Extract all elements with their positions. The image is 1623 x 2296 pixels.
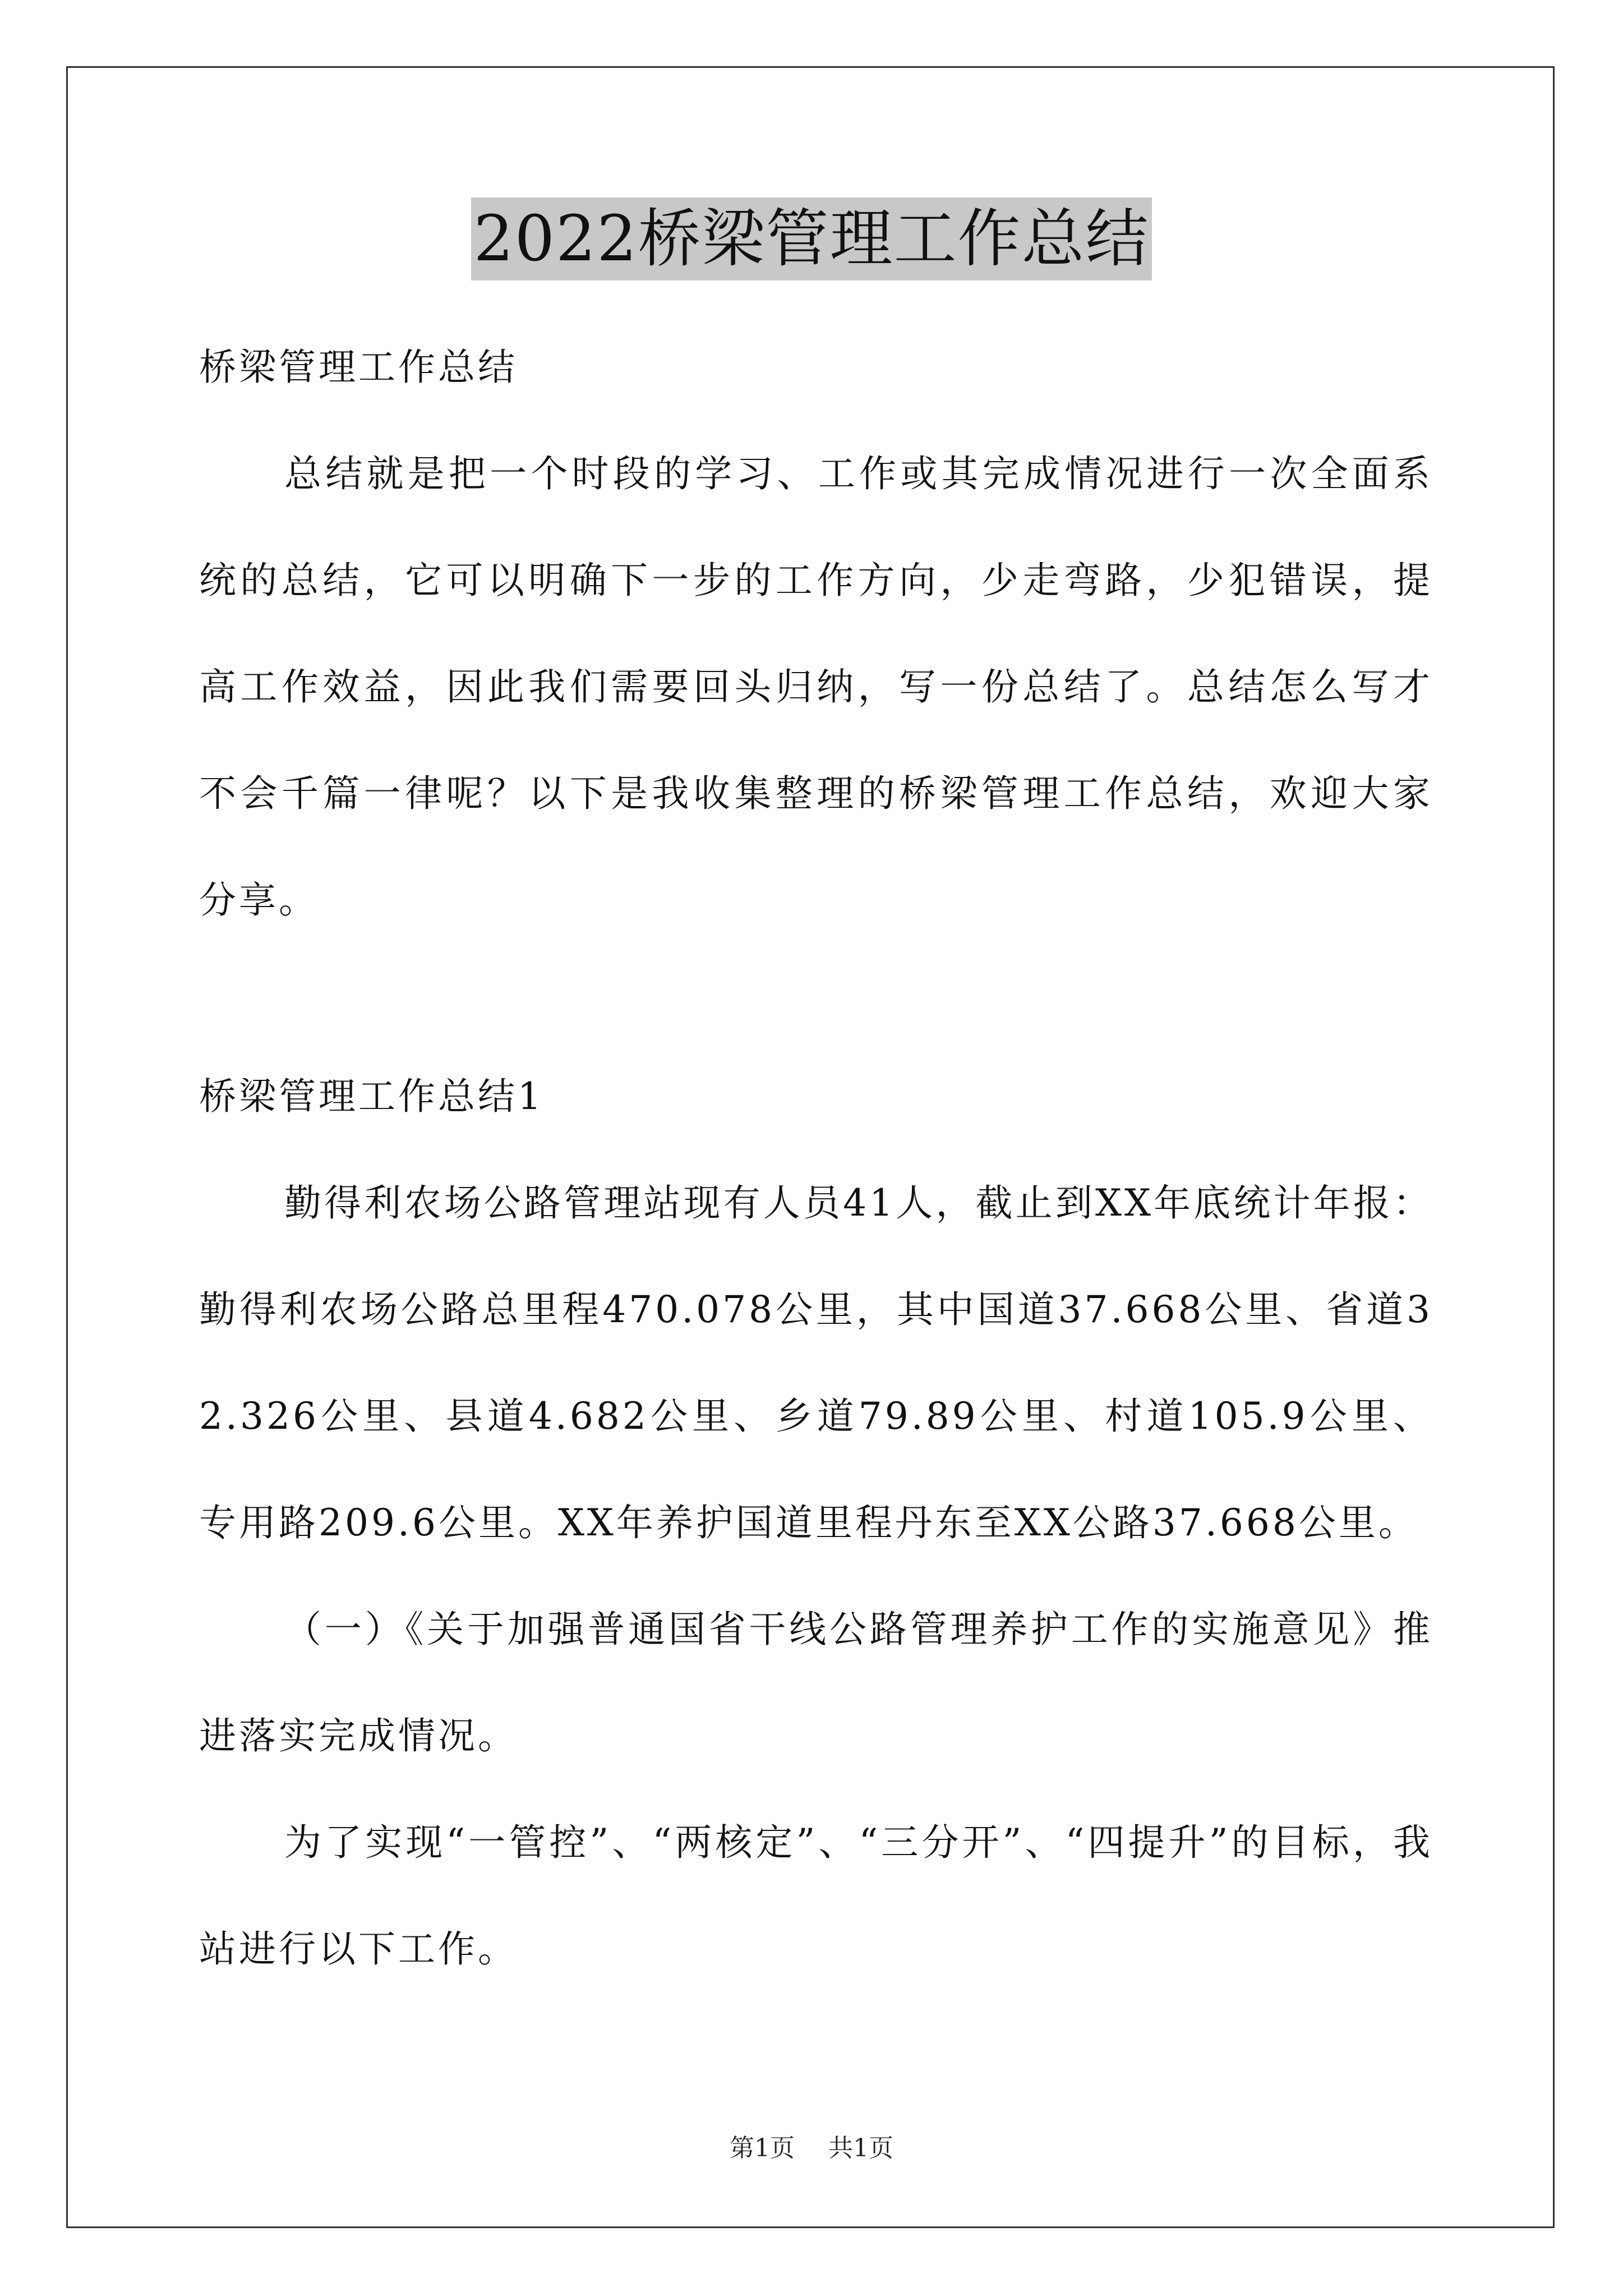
document-body	[199, 314, 1433, 2003]
page-number: 第1页	[730, 2134, 795, 2162]
document-title: 2022桥梁管理工作总结	[471, 197, 1151, 280]
body-paragraph: 勤得利农场公路管理站现有人员41人，截止到XX年底统计年报：勤得利农场公路总里程470.078公里，其中国道37.668公里、省道32.326公里、县道4.682公里、乡道79.89公里、村道105.9公里、专用路209.6公里。XX年养护国道里程丹东至XX公路37.668公里。	[199, 1181, 1433, 1544]
page-footer	[0, 2132, 1623, 2165]
section-heading: 桥梁管理工作总结1	[199, 1075, 544, 1118]
intro-paragraph: 总结就是把一个时段的学习、工作或其完成情况进行一次全面系统的总结，它可以明确下一步的工作方向，少走弯路，少犯错误，提高工作效益，因此我们需要回头归纳，写一份总结了。总结怎么写才不会千篇一律呢？以下是我收集整理的桥梁管理工作总结，欢迎大家分享。	[199, 452, 1433, 922]
title-wrap	[0, 197, 1623, 280]
body-paragraph: 为了实现“一管控”、“两核定”、“三分开”、“四提升”的目标，我站进行以下工作。	[199, 1821, 1433, 1971]
page-total: 共1页	[828, 2134, 893, 2162]
section-gap	[199, 954, 1433, 1043]
body-paragraph: （一）《关于加强普通国省干线公路管理养护工作的实施意见》推进落实完成情况。	[199, 1608, 1433, 1757]
document-subtitle: 桥梁管理工作总结	[199, 346, 518, 389]
